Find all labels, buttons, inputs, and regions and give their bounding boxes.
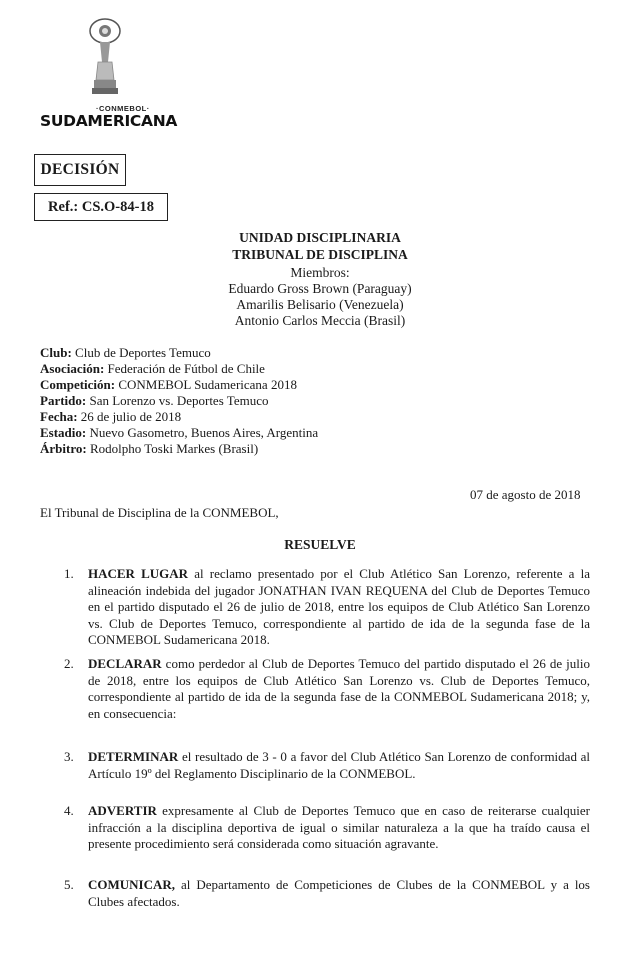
item-text: al Departamento de Competiciones de Clubes de la CONMEBOL y a los Clubes afectados. — [88, 877, 590, 909]
tribunal-title: TRIBUNAL DE DISCIPLINA — [232, 247, 408, 262]
resuelve-heading: RESUELVE — [284, 537, 356, 552]
info-stadium — [40, 425, 318, 441]
member-item: Antonio Carlos Meccia (Brasil) — [234, 313, 406, 328]
info-label: Asociación: — [40, 361, 105, 376]
info-label: Club: — [40, 345, 72, 360]
item-keyword: COMUNICAR, — [88, 877, 176, 892]
info-competition — [40, 377, 297, 393]
logo-conmebol-text: ·CONMEBOL· — [96, 104, 150, 113]
resolution-item — [64, 656, 590, 722]
info-value: 26 de julio de 2018 — [77, 409, 182, 424]
info-match — [40, 393, 268, 409]
info-value: CONMEBOL Sudamericana 2018 — [115, 377, 297, 392]
item-text: expresamente al Club de Deportes Temuco que en caso de reiterarse cualquier infracción a la disciplina deportiva de igual o similar naturaleza a la que ha traído causa el presente procedimiento será considerada como situación agravante. — [88, 803, 590, 851]
item-number: 3. — [64, 749, 74, 764]
info-label: Fecha: — [40, 409, 78, 424]
item-number: 1. — [64, 566, 74, 581]
logo-sudamericana-text: SUDAMERICANA — [40, 112, 178, 130]
item-number: 4. — [64, 803, 74, 818]
member-item: Amarilis Belisario (Venezuela) — [236, 297, 404, 312]
info-association — [40, 361, 265, 377]
resolution-item — [64, 803, 590, 853]
sudamericana-logo — [40, 18, 178, 130]
decision-box — [34, 154, 126, 186]
item-keyword: HACER LUGAR — [88, 566, 189, 581]
info-label: Competición: — [40, 377, 116, 392]
trophy-icon — [88, 18, 122, 104]
info-label: Estadio: — [40, 425, 87, 440]
info-value: Federación de Fútbol de Chile — [104, 361, 265, 376]
info-label: Árbitro: — [40, 441, 87, 456]
document-date: 07 de agosto de 2018 — [470, 487, 581, 502]
item-keyword: ADVERTIR — [88, 803, 157, 818]
item-number: 2. — [64, 656, 74, 671]
info-value: Club de Deportes Temuco — [71, 345, 211, 360]
item-text: el resultado de 3 - 0 a favor del Club Atlético San Lorenzo de conformidad al Artículo 19º del Reglamento Disciplinario de la CONMEBOL. — [88, 749, 590, 781]
item-text: como perdedor al Club de Deportes Temuco del partido disputado el 26 de julio de 2018, entre los equipos de Club Atlético San Lorenzo vs. Club de Deportes Temuco, correspondiente al partido de ida de la segunda fase de la CONMEBOL Sudamericana 2018; y, en consecuencia: — [88, 656, 590, 721]
info-date — [40, 409, 181, 425]
info-value: Nuevo Gasometro, Buenos Aires, Argentina — [86, 425, 319, 440]
decision-label: DECISIÓN — [40, 161, 120, 179]
info-label: Partido: — [40, 393, 87, 408]
resolution-item — [64, 566, 590, 649]
reference-box — [34, 193, 168, 221]
info-club — [40, 345, 211, 361]
member-item: Eduardo Gross Brown (Paraguay) — [228, 281, 412, 296]
info-value: San Lorenzo vs. Deportes Temuco — [86, 393, 269, 408]
item-keyword: DETERMINAR — [88, 749, 179, 764]
info-referee — [40, 441, 258, 457]
item-text: al reclamo presentado por el Club Atlético San Lorenzo, referente a la alineación indebida del jugador JONATHAN IVAN REQUENA del Club de Deportes Temuco en el partido disputado el 26 de julio de 2018, entre los equipos de Club Atlético San Lorenzo vs. Club de Deportes Temuco, correspondiente al partido de ida de la segunda fase de la CONMEBOL Sudamericana 2018. — [88, 566, 590, 647]
resolution-item — [64, 749, 590, 782]
unit-title: UNIDAD DISCIPLINARIA — [239, 230, 401, 245]
intro-text: El Tribunal de Disciplina de la CONMEBOL, — [40, 505, 279, 520]
reference-label: Ref.: CS.O-84-18 — [48, 198, 154, 215]
resolution-item — [64, 877, 590, 910]
members-label: Miembros: — [290, 265, 350, 280]
info-value: Rodolpho Toski Markes (Brasil) — [86, 441, 259, 456]
item-keyword: DECLARAR — [88, 656, 162, 671]
item-number: 5. — [64, 877, 74, 892]
